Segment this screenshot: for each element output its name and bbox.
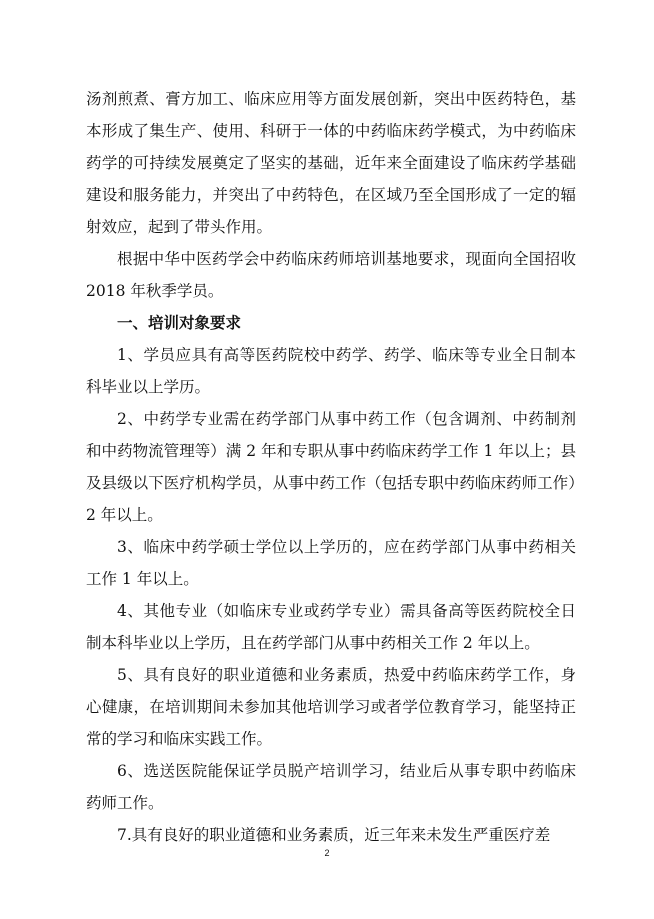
requirement-item-3: 3、临床中药学硕士学位以上学历的，应在药学部门从事中药相关工作 1 年以上。 [86,538,576,588]
requirement-item-5: 5、具有良好的职业道德和业务素质，热爱中药临床药学工作，身心健康，在培训期间未参加其他培训学习或者学位教育学习，能坚持正常的学习和临床实践工作。 [86,666,576,748]
page-number: 2 [324,848,330,858]
requirement-item-4: 4、其他专业（如临床专业或药学专业）需具备高等医药院校全日制本科毕业以上学历，且在药学部门从事中药相关工作 2 年以上。 [86,602,576,652]
requirement-item-1: 1、学员应具有高等医药院校中药学、药学、临床等专业全日制本科毕业以上学历。 [86,346,576,396]
requirement-item-7: 7.具有良好的职业道德和业务素质，近三年来未发生严重医疗差 [117,826,551,844]
section-heading-training-requirements: 一、培训对象要求 [117,314,242,332]
paragraph-recruitment: 根据中华中医药学会中药临床药师培训基地要求，现面向全国招收 2018 年秋季学员。 [86,250,576,300]
requirement-item-6: 6、选送医院能保证学员脱产培训学习，结业后从事专职中药临床药师工作。 [86,762,576,812]
requirement-item-2: 2、中药学专业需在药学部门从事中药工作（包含调剂、中药制剂和中药物流管理等）满 2 年和专职从事中药临床药学工作 1 年以上；县及县级以下医疗机构学员，从事中药工作（包括专职中药临床药师工作）2 年以上。 [86,410,576,524]
page-body [86,83,576,851]
paragraph-intro-continuation: 汤剂煎煮、膏方加工、临床应用等方面发展创新，突出中医药特色，基本形成了集生产、使用、科研于一体的中药临床药学模式，为中药临床药学的可持续发展奠定了坚实的基础，近年来全面建设了临床药学基础建设和服务能力，并突出了中药特色，在区域乃至全国形成了一定的辐射效应，起到了带头作用。 [86,90,576,236]
